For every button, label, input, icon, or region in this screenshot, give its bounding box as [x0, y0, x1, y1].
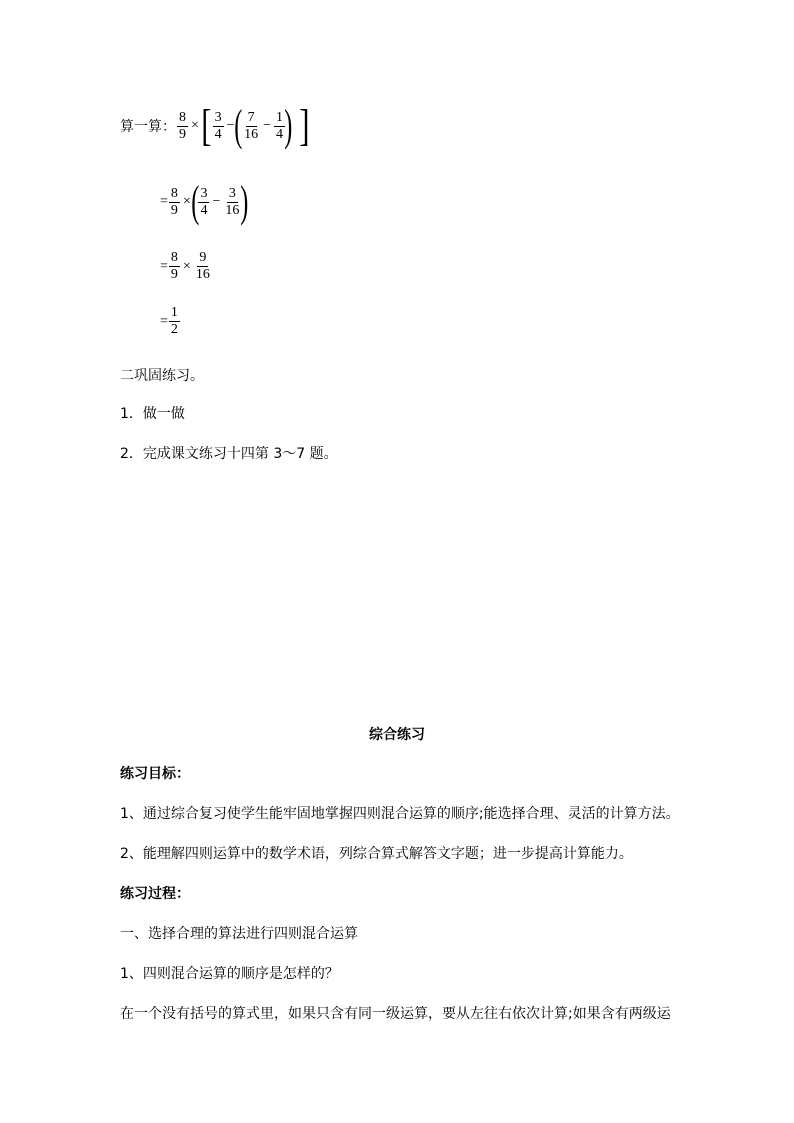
equals-sign: = [160, 258, 168, 274]
calc-line-2 [160, 177, 249, 226]
left-paren: ( [191, 177, 200, 226]
goal-2: 2、能理解四则运算中的数学术语，列综合算式解答文字题；进一步提高计算能力。 [120, 846, 633, 862]
fraction: $\frac{8}{9}$ [170, 250, 178, 282]
minus-sign: − [263, 118, 272, 133]
calc-line-4 [160, 305, 181, 338]
calc-line-1 [120, 101, 310, 150]
minus-sign: − [226, 118, 235, 133]
times-sign: × [182, 258, 191, 274]
fraction: $\frac{3}{4}$ [200, 185, 208, 218]
fraction: $\frac{7}{16}$ [244, 109, 259, 142]
fraction: $\frac{3}{4}$ [214, 109, 222, 142]
times-sign: × [191, 118, 199, 133]
practice-item-1: 1．做一做 [120, 406, 185, 422]
goal-1: 1、通过综合复习使学生能牢固地掌握四则混合运算的顺序;能选择合理、灵活的计算方法。 [120, 806, 680, 822]
goals-heading: 练习目标： [120, 766, 190, 782]
fraction: $\frac{1}{4}$ [276, 109, 284, 142]
right-paren: ) [284, 101, 293, 150]
fraction: $\frac{8}{9}$ [179, 109, 186, 142]
fraction: $\frac{8}{9}$ [170, 185, 178, 218]
calc-line-3 [160, 250, 213, 283]
fraction: $\frac{3}{16}$ [225, 185, 240, 218]
paragraph: 在一个没有括号的算式里，如果只含有同一级运算，要从左往右依次计算;如果含有两级运 [120, 1006, 671, 1022]
left-bracket: [ [201, 101, 212, 150]
practice-heading: 二巩固练习。 [120, 368, 204, 384]
calc-label: 算一算： [120, 119, 176, 135]
process-heading: 练习过程： [120, 886, 190, 902]
fraction: $\frac{9}{16}$ [195, 250, 210, 282]
left-paren: ( [234, 101, 243, 150]
times-sign: × [182, 194, 191, 209]
equals-sign: = [160, 313, 168, 329]
section-title: 综合练习 [369, 727, 425, 743]
equals-sign: = [160, 194, 168, 209]
minus-sign: − [212, 194, 221, 209]
step-1: 一、选择合理的算法进行四则混合运算 [120, 926, 358, 942]
fraction: $\frac{1}{2}$ [170, 305, 178, 337]
right-paren: ) [240, 177, 249, 226]
question-1: 1、四则混合运算的顺序是怎样的？ [120, 966, 339, 982]
right-bracket: ] [298, 101, 310, 150]
practice-item-2: 2．完成课文练习十四第 3～7 题。 [120, 446, 338, 462]
